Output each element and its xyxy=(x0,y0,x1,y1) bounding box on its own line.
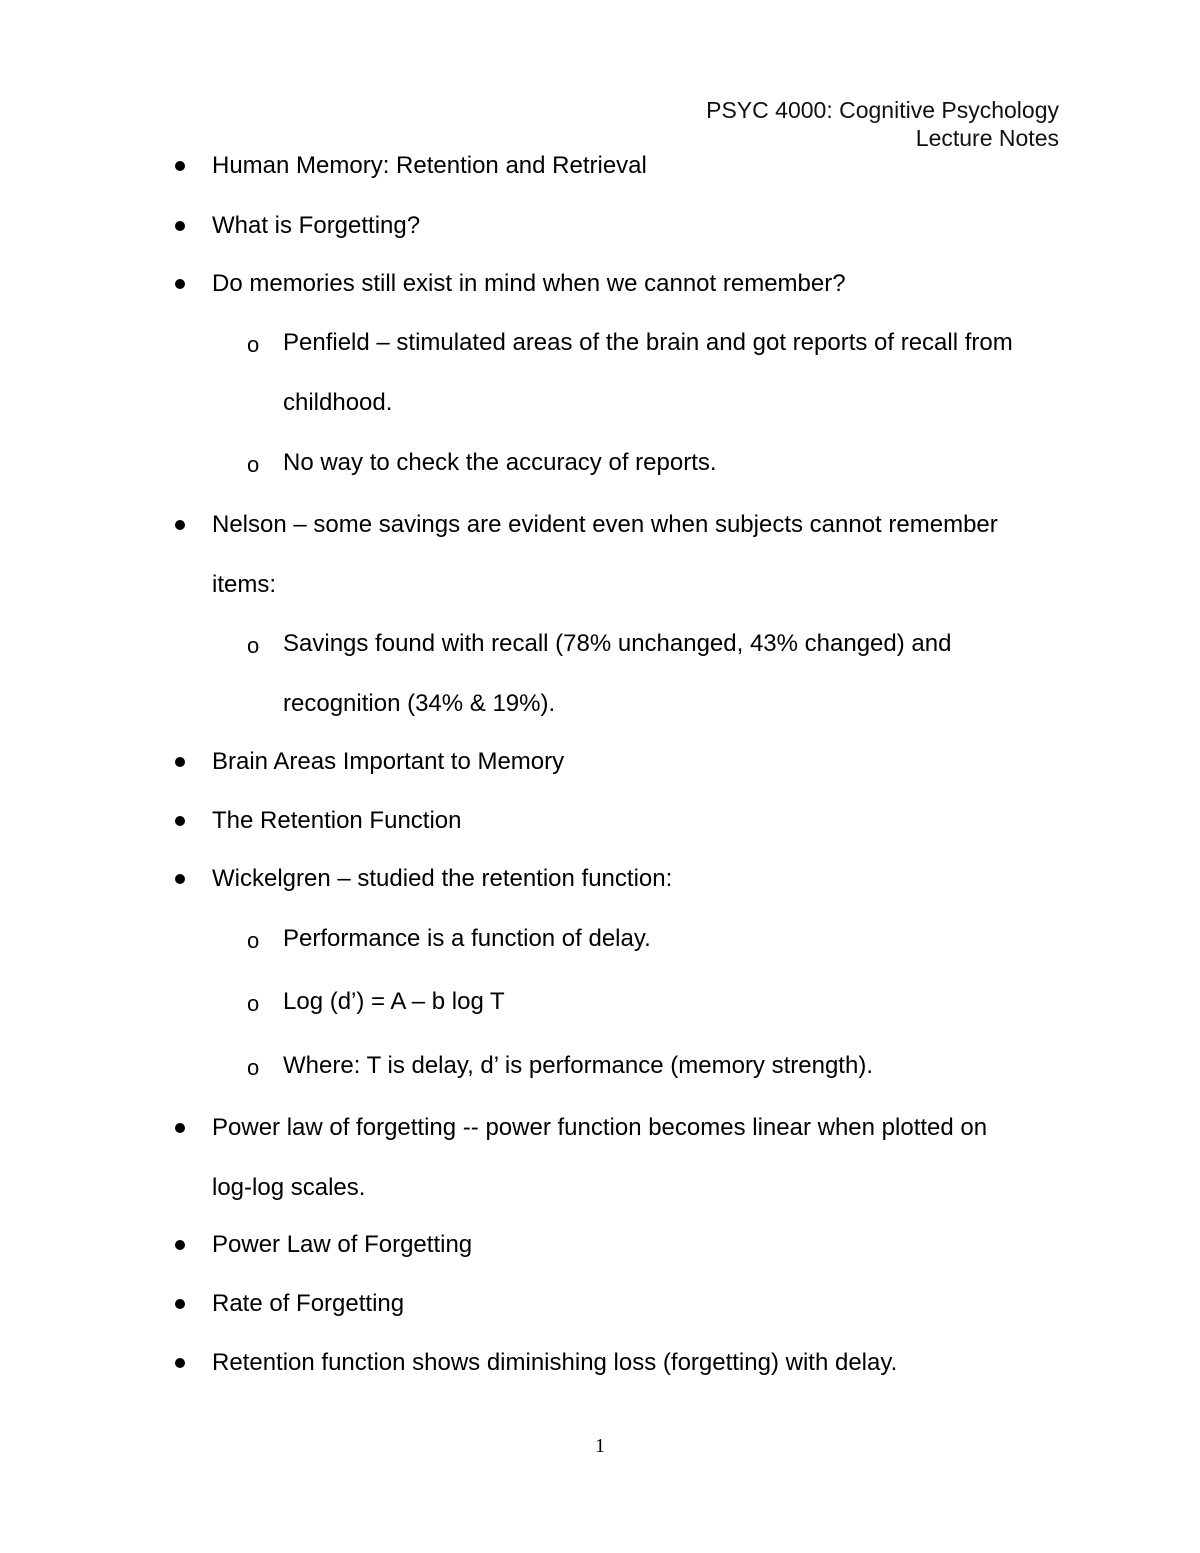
sub-bullet-icon: o xyxy=(247,633,260,658)
bullet-icon xyxy=(175,1123,185,1133)
bullet-icon xyxy=(175,1358,185,1368)
bullet-icon xyxy=(175,279,185,289)
course-title: PSYC 4000: Cognitive Psychology xyxy=(706,97,1059,123)
sub-list-item-text: Savings found with recall (78% unchanged, 43% changed) and xyxy=(283,630,952,657)
bullet-icon xyxy=(175,874,185,884)
list-item-text: Rate of Forgetting xyxy=(212,1290,405,1317)
bullet-icon xyxy=(175,1240,185,1250)
sub-list-item-text: recognition (34% & 19%). xyxy=(283,690,556,717)
bullet-icon xyxy=(175,221,185,231)
list-item-text: Power Law of Forgetting xyxy=(212,1231,473,1258)
document-type: Lecture Notes xyxy=(915,125,1059,151)
sub-bullet-icon: o xyxy=(247,991,260,1016)
bullet-icon xyxy=(175,161,185,171)
list-item-text: Do memories still exist in mind when we cannot remember? xyxy=(212,270,846,297)
sub-bullet-icon: o xyxy=(247,332,260,357)
list-item-text: items: xyxy=(212,571,277,598)
sub-bullet-icon: o xyxy=(247,928,260,953)
sub-list-item-text: Where: T is delay, d’ is performance (memory strength). xyxy=(283,1052,873,1079)
sub-bullet-icon: o xyxy=(247,1055,260,1080)
list-item-text: What is Forgetting? xyxy=(212,212,421,239)
list-item-text: Power law of forgetting -- power function becomes linear when plotted on xyxy=(212,1114,988,1141)
bullet-icon xyxy=(175,757,185,767)
list-item-text: log-log scales. xyxy=(212,1174,366,1201)
page-number: 1 xyxy=(595,1435,605,1457)
sub-bullet-icon: o xyxy=(247,452,260,477)
page-header xyxy=(706,96,1059,152)
bullet-icon xyxy=(175,1299,185,1309)
list-item-text: Human Memory: Retention and Retrieval xyxy=(212,152,647,179)
list-item-text: Brain Areas Important to Memory xyxy=(212,748,565,775)
bullet-icon xyxy=(175,520,185,530)
list-item-text: Retention function shows diminishing loss (forgetting) with delay. xyxy=(212,1349,898,1376)
sub-list-item-text: Log (d’) = A – b log T xyxy=(283,988,505,1015)
list-item-text: Wickelgren – studied the retention function: xyxy=(212,865,673,892)
sub-list-item-text: Performance is a function of delay. xyxy=(283,925,651,952)
sub-list-item-text: No way to check the accuracy of reports. xyxy=(283,449,717,476)
sub-list-item-text: childhood. xyxy=(283,389,393,416)
bullet-icon xyxy=(175,816,185,826)
list-item-text: Nelson – some savings are evident even when subjects cannot remember xyxy=(212,511,998,538)
sub-list-item-text: Penfield – stimulated areas of the brain and got reports of recall from xyxy=(283,329,1013,356)
list-item-text: The Retention Function xyxy=(212,807,462,834)
